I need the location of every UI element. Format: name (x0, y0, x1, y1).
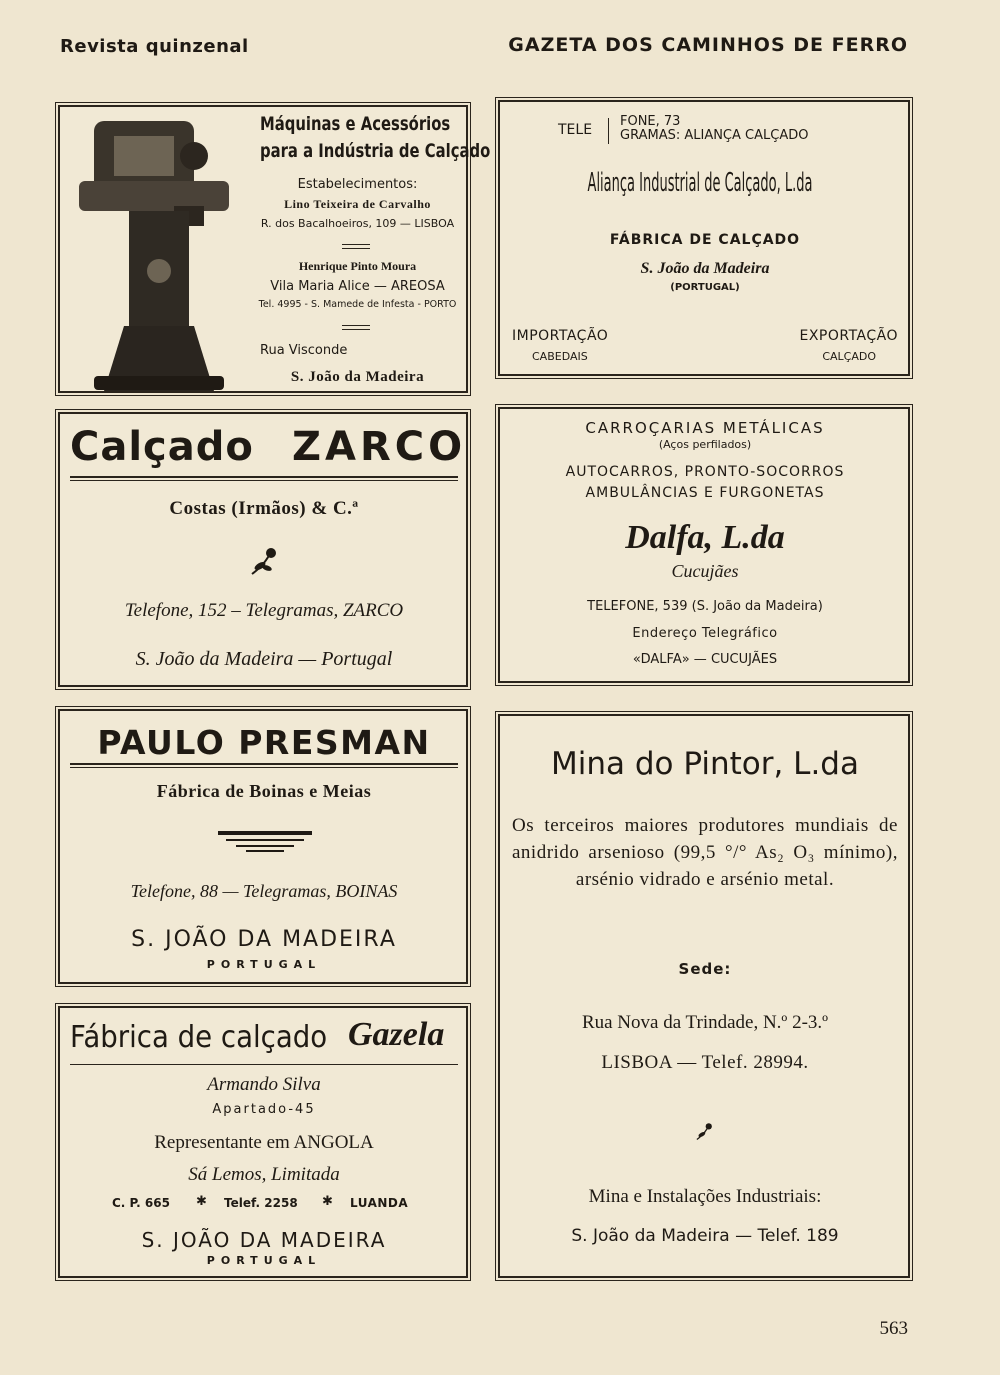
gazela-po-box: Apartado-45 (212, 1102, 316, 1117)
gazela-country: PORTUGAL (206, 1254, 322, 1267)
owner-2: Henrique Pinto Moura (298, 259, 417, 273)
dalfa-phone: TELEFONE, 539 (S. João da Madeira) (587, 599, 823, 614)
gazela-cp: C. P. 665 (112, 1196, 170, 1210)
divider (342, 325, 370, 330)
gazela-owner: Armando Silva (207, 1074, 321, 1095)
gazela-title-1: Fábrica de calçado (70, 1020, 328, 1055)
presman-rule (70, 763, 458, 768)
alianca-country: (PORTUGAL) (670, 282, 740, 293)
zarco-title-1: Calçado (70, 424, 254, 470)
ad-zarco (58, 412, 468, 687)
presman-name: PAULO PRESMAN (97, 723, 431, 762)
star-icon: ✱ (196, 1194, 207, 1209)
dalfa-telegraph: «DALFA» — CUCUJÃES (632, 652, 778, 667)
machine-illustration-icon (74, 111, 234, 391)
dalfa-town: Cucujães (671, 561, 739, 581)
address-1: R. dos Bacalhoeiros, 109 — LISBOA (260, 217, 455, 230)
mina-description: Os terceiros maiores produtores mundiais de anidrido arsenioso (99,5 °/° As₂ O₃ mínimo), arsénio vidrado e arsénio metal. (512, 815, 898, 890)
gazela-rule (70, 1064, 458, 1065)
divider (342, 244, 370, 249)
owner-1: Lino Teixeira de Carvalho (284, 197, 431, 211)
flower-ornament-icon (248, 546, 282, 578)
mina-mine-label: Mina e Instalações Industriais: (588, 1186, 822, 1207)
export-label: EXPORTAÇÃO (799, 328, 898, 344)
presman-subtitle: Fábrica de Boinas e Meias (156, 781, 372, 801)
import-label: IMPORTAÇÃO (512, 328, 609, 344)
header-left: Revista quinzenal (60, 36, 249, 57)
establishments-label: Estabelecimentos: (297, 177, 418, 192)
address-2: Vila Maria Alice — AREOSA (270, 279, 445, 294)
dalfa-telegraph-label: Endereço Telegráfico (632, 626, 778, 641)
dalfa-line1: AUTOCARROS, PRONTO-SOCORROS (565, 464, 845, 480)
dalfa-line2: AMBULÂNCIAS E FURGONETAS (585, 485, 825, 501)
zarco-rule (70, 476, 458, 481)
ad-dalfa (498, 407, 910, 683)
header-right: GAZETA DOS CAMINHOS DE FERRO (508, 34, 908, 56)
gazela-rep-line: Representante em ANGOLA (154, 1132, 374, 1153)
zarco-title-2: ZARCO (292, 424, 467, 470)
gazela-title-2: Gazela (348, 1016, 445, 1053)
mina-seat-label: Sede: (678, 960, 732, 978)
zarco-owners: Costas (Irmãos) & C.ª (169, 498, 359, 519)
flower-ornament-icon (694, 1122, 716, 1142)
ad-machines (58, 105, 491, 393)
street-3: Rua Visconde (260, 343, 348, 358)
zarco-phone: Telefone, 152 – Telegramas, ZARCO (124, 600, 404, 621)
alianca-city: S. João da Madeira (640, 260, 770, 277)
tel-2: Tel. 4995 - S. Mamede de Infesta - PORTO (258, 299, 457, 310)
ornament-lines-icon (218, 829, 312, 855)
presman-city: S. JOÃO DA MADEIRA (131, 927, 397, 952)
dalfa-title: CARROÇARIAS METÁLICAS (585, 419, 825, 437)
machines-title-1: Máquinas e Acessórios (260, 113, 451, 135)
machines-title-2: para a Indústria de Calçado (260, 140, 491, 162)
ad-gazela (58, 1006, 468, 1278)
export-item: CALÇADO (822, 350, 876, 363)
import-item: CABEDAIS (532, 350, 588, 363)
gramas-line: GRAMAS: ALIANÇA CALÇADO (620, 128, 809, 143)
gazela-luanda: LUANDA (350, 1196, 409, 1210)
fone-line: FONE, 73 (620, 114, 681, 129)
presman-country: PORTUGAL (206, 958, 322, 971)
ad-mina (498, 714, 910, 1278)
mina-company: Mina do Pintor, L.da (550, 746, 859, 782)
ad-alianca (498, 100, 910, 376)
tele-brace (608, 118, 609, 144)
dalfa-company: Dalfa, L.da (625, 519, 785, 556)
page-number: 563 (879, 1318, 908, 1339)
tele-prefix: TELE (558, 122, 593, 138)
mina-city-phone: LISBOA — Telef. 28994. (601, 1052, 809, 1073)
zarco-location: S. João da Madeira — Portugal (135, 648, 393, 670)
alianca-subtitle: FÁBRICA DE CALÇADO (609, 232, 801, 248)
gazela-city: S. JOÃO DA MADEIRA (141, 1228, 387, 1252)
mina-mine-location: S. João da Madeira — Telef. 189 (571, 1226, 839, 1246)
city-3: S. João da Madeira (290, 369, 425, 385)
alianca-company: Aliança Industrial de Calçado, L.da (587, 168, 813, 198)
gazela-tel: Telef. 2258 (224, 1196, 298, 1210)
mina-address: Rua Nova da Trindade, N.º 2-3.º (581, 1012, 829, 1033)
star-icon: ✱ (322, 1194, 333, 1209)
presman-phone: Telefone, 88 — Telegramas, BOINAS (130, 881, 398, 901)
ad-presman (58, 709, 468, 984)
gazela-rep-company: Sá Lemos, Limitada (188, 1164, 340, 1185)
dalfa-subtitle: (Aços perfilados) (658, 438, 752, 451)
